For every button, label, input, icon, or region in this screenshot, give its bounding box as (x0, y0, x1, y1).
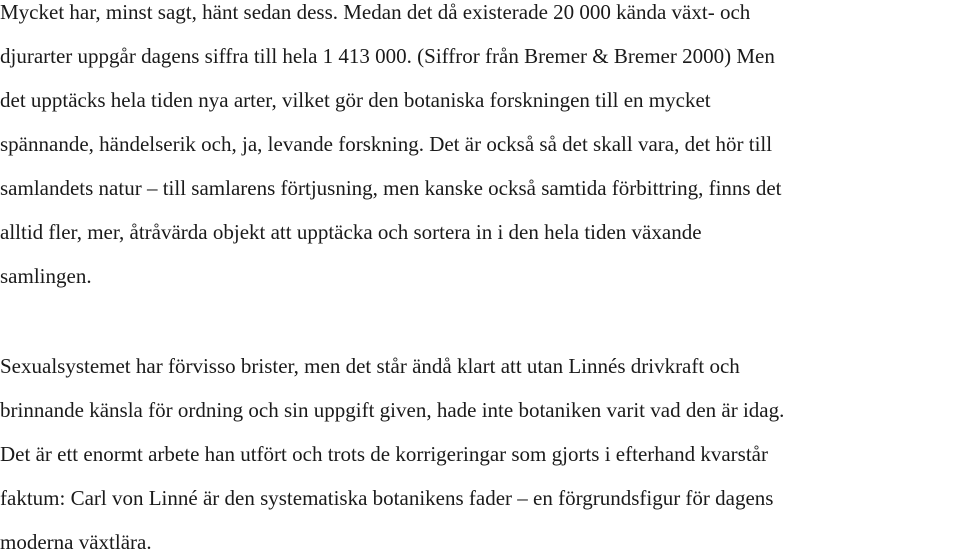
text-line: alltid fler, mer, åtråvärda objekt att upptäcka och sortera in i den hela tiden växande (0, 220, 702, 244)
text-line: det upptäcks hela tiden nya arter, vilket gör den botaniska forskningen till en mycket (0, 88, 711, 112)
text-line: Sexualsystemet har förvisso brister, men det står ändå klart att utan Linnés drivkraft och (0, 354, 740, 378)
text-line: djurarter uppgår dagens siffra till hela 1 413 000. (Siffror från Bremer & Bremer 2000) Men (0, 44, 775, 68)
text-line: samlandets natur – till samlarens förtjusning, men kanske också samtida förbittring, finns det (0, 176, 782, 200)
text-line: Det är ett enormt arbete han utfört och trots de korrigeringar som gjorts i efterhand kvarstår (0, 442, 768, 466)
text-line: samlingen. (0, 264, 92, 288)
text-line: spännande, händelserik och, ja, levande forskning. Det är också så det skall vara, det hör till (0, 132, 773, 156)
text-line: brinnande känsla för ordning och sin uppgift given, hade inte botaniken varit vad den är idag. (0, 398, 785, 422)
text-line: faktum: Carl von Linné är den systematiska botanikens fader – en förgrundsfigur för dagens (0, 486, 774, 510)
text-line: Mycket har, minst sagt, hänt sedan dess. Medan det då existerade 20 000 kända växt- och (0, 0, 751, 24)
text-line: moderna växtlära. (0, 530, 152, 554)
